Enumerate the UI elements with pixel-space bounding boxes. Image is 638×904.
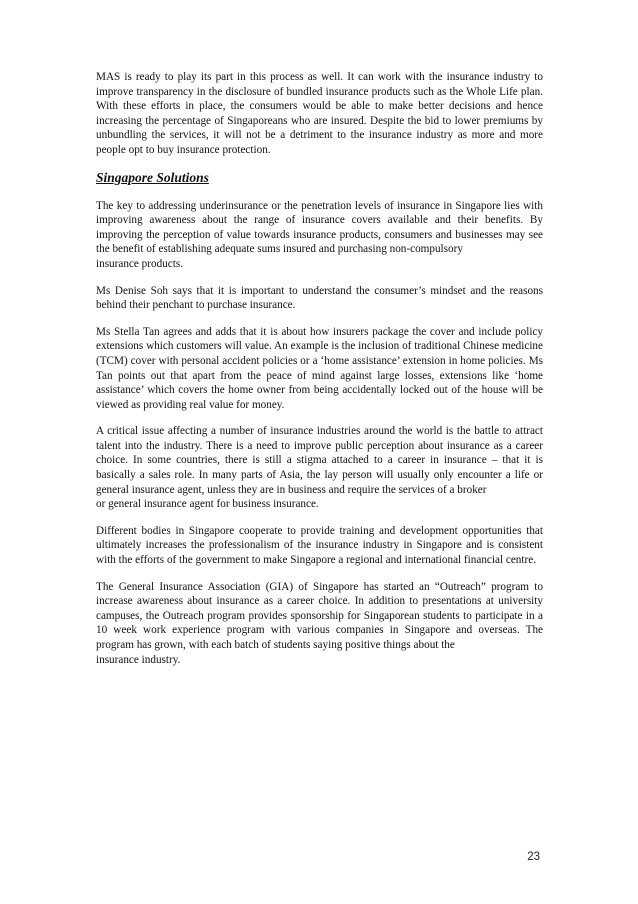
paragraph-talent bbox=[96, 424, 543, 512]
paragraph-awareness-tail: insurance products. bbox=[96, 257, 183, 270]
paragraph-talent-main: A critical issue affecting a number of insurance industries around the world is the battle to attract talent into the industry. There is a need to improve public perception about insurance as a career choice. In some countries, there is still a stigma attached to a career in insurance – that it is basically a sales role. In many parts of Asia, the lay person will usually only encounter a life or general insurance agent, unless they are in business and require the services of a broker bbox=[96, 425, 543, 496]
paragraph-mas-role: MAS is ready to play its part in this process as well. It can work with the insurance industry to improve transparency in the disclosure of bundled insurance products such as the Whole Life plan. With these efforts in place, the consumers would be able to make better decisions and hence increasing the percentage of Singaporeans who are insured. Despite the bid to lower premiums by unbundling the services, it will not be a detriment to the insurance industry as more and more people opt to buy insurance protection. bbox=[96, 71, 543, 156]
paragraph-outreach bbox=[96, 580, 543, 668]
paragraph-awareness-main: The key to addressing underinsurance or the penetration levels of insurance in Singapore lies with improving awareness about the range of insurance covers available and their benefits. By improving the perception of value towards insurance products, consumers and businesses may see the benefit of establishing adequate sums insured and purchasing non-compulsory bbox=[96, 199, 543, 256]
paragraph-talent-tail: or general insurance agent for business insurance. bbox=[96, 498, 319, 511]
page-content bbox=[96, 70, 543, 679]
page-number: 23 bbox=[527, 851, 540, 863]
paragraph-training: Different bodies in Singapore cooperate to provide training and development opportunities that ultimately increases the professionalism of the insurance industry in Singapore and is consistent with the efforts of the government to make Singapore a regional and international financial centre. bbox=[96, 524, 543, 567]
paragraph-policy-extensions: Ms Stella Tan agrees and adds that it is about how insurers package the cover and include policy extensions which customers will value. An example is the inclusion of traditional Chinese medicine (TCM) cover with personal accident policies or a ‘home assistance’ extension in home policies. Ms Tan points out that apart from the peace of mind against large losses, extensions like ‘home assistance’ which covers the home owner from being accidentally locked out of the house will be viewed as providing real value for money. bbox=[96, 325, 543, 411]
paragraph-awareness bbox=[96, 199, 543, 272]
paragraph-consumer-mindset: Ms Denise Soh says that it is important to understand the consumer’s mindset and the reasons behind their penchant to purchase insurance. bbox=[96, 284, 543, 312]
paragraph-outreach-tail: insurance industry. bbox=[96, 653, 181, 666]
section-heading: Singapore Solutions bbox=[96, 169, 209, 185]
paragraph-outreach-main: The General Insurance Association (GIA) of Singapore has started an “Outreach” program to increase awareness about insurance as a career choice. In addition to presentations at university campuses, the Outreach program provides sponsorship for Singaporean students to participate in a 10 week work experience program with various companies in Singapore and overseas. The program has grown, with each batch of students saying positive things about the bbox=[96, 580, 543, 651]
